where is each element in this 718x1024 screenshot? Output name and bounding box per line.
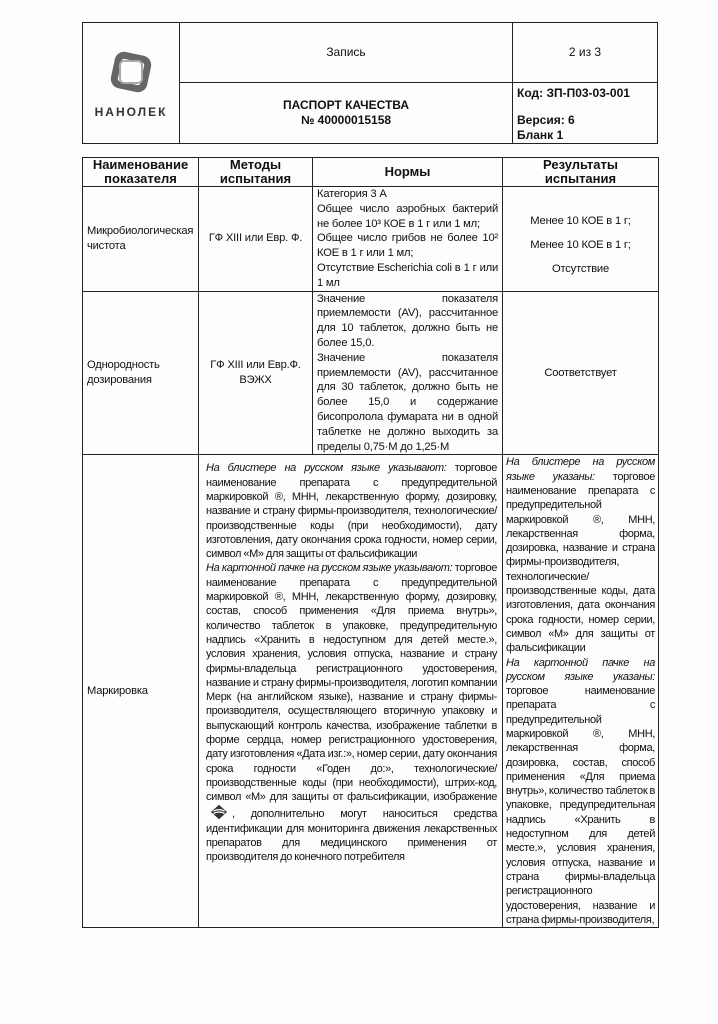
document-code: Код: ЗП-П03-03-001 [517,86,630,100]
box-norm-text: торговое наименование препарата с предупредительной маркировкой ®, МНН, лекарственную форму, дозировку, состав, способ применения «Для приема внутрь», количество таблеток в упаковке, предупредительную надпись «Хранить в недоступном для детей месте.», условия хранения, условия отпуска, название и страну фирмы-владельца регистрационного удостоверения, название и страну фирмы-производителя, логотип компании Мерк (на английском языке), название и страну фирмы-производителя, осуществляющего вторичную упаковку и выпускающий контроль качества, изображение таблетки в форме сердца, номер регистрационного удостоверения, дату изготовления «Дата изг.:», номер серии, дату окончания срока годности «Годен до:», технологические/производственные коды (при необходимости), штрих-код, символ «М» для защиты от фальсификации, изображение [206,562,497,804]
blister-result [506,455,655,655]
box-norm-tail: , дополнительно могут наноситься средства идентификации для мониторинга движения лекарственных препаратов для медицинского применения от производителя до конечного потребителя [206,808,497,864]
column-header: Наименование показателя [83,158,199,187]
indicator-name: Однородность дозирования [83,291,199,455]
norm-line: Отсутствие Escherichia coli в 1 г или 1 мл [317,261,498,289]
table-row [83,455,659,928]
norm-line: Общее число аэробных бактерий не более 10³ КОЕ в 1 г или 1 мл; [317,202,498,230]
blister-norm-lead: На блистере на русском языке указывают: [206,462,447,475]
column-header: Результаты испытания [503,158,659,187]
record-label: Запись [180,23,513,83]
norms-cell [313,291,503,455]
passport-number: № 40000015158 [300,113,392,127]
box-result [506,656,655,928]
quality-table [82,157,659,928]
box-result-lead: На картонной пачке на русском языке указаны: [506,656,655,683]
document-form: Бланк 1 [517,128,564,142]
box-norm-lead: На картонной пачке на русском языке указывают: [206,562,453,575]
indicator-name: Микробиологическая чистота [83,187,199,292]
blister-norm-text: торговое наименование препарата с предупредительной маркировкой ®, МНН, лекарственную форму, дозировку, название и страну фирмы-производителя, технологические/производственные коды (при необходимости), дату изготовления, дату окончания срока годности, номер серии, символ «М» для защиты от фальсификации [206,462,497,561]
document-title [180,83,513,144]
table-header-row [83,158,659,187]
company-logo-icon [106,47,156,101]
norms-cell [313,187,503,292]
indicator-name: Маркировка [83,455,199,928]
document-header [82,22,658,144]
blister-result-lead: На блистере на русском языке указаны: [506,456,655,483]
title-text: ПАСПОРТ КАЧЕСТВА [282,98,410,112]
table-row [83,187,659,292]
column-header: Нормы [313,158,503,187]
box-norm [206,561,497,864]
result-line: Отсутствие [551,263,610,276]
pharmacy-symbol-icon [209,804,229,820]
test-method: ГФ XIII или Евр. Ф. [199,187,313,292]
blister-result-text: торговое наименование препарата с предупредительной маркировкой ®, МНН, лекарственная форма, дозировка, название и страна фирмы-производителя, технологические/производственные коды, дата изготовления, дата окончания срока годности, номер серии, символ «М» для защиты от фальсификации [506,470,655,655]
results-cell [503,455,659,928]
document-meta [513,83,658,144]
column-header: Методы испытания [199,158,313,187]
norms-cell [199,455,503,928]
logo-cell [83,23,180,144]
box-result-text: торговое наименование препарата с предупредительной маркировкой ®, МНН, лекарственная форма, дозировка, состав, способ применения «Для приема внутрь», количество таблеток в упаковке, предупредительная надпись «Хранить в недоступном для детей месте.», условия хранения, условия отпуска, название и страна фирмы-владельца регистрационного удостоверения, название и страна фирмы-производителя, [506,685,655,926]
result-line: Менее 10 КОЕ в 1 г; [530,215,631,228]
norm-line: Значение показателя приемлемости (AV), рассчитанное для 10 таблеток, должно быть не более 15,0. [317,292,498,349]
blister-norm [206,461,497,561]
norm-line: Значение показателя приемлемости (AV), рассчитанное для 30 таблеток, должно быть не более 15,0 и содержание бисопролола фумарата ни в одной таблетке не должно выходить за пределы 0,75·M до 1,25·M [317,351,498,453]
result-line: Менее 10 КОЕ в 1 г; [530,239,631,252]
results-cell [503,187,659,292]
norm-line: Категория 3 А [317,188,387,200]
page-counter: 2 из 3 [513,23,658,83]
norm-line: Общее число грибов не более 10² КОЕ в 1 г или 1 мл; [317,232,498,260]
company-name: НАНОЛЕК [94,104,168,119]
document-version: Версия: 6 [517,113,575,127]
result-line: Соответствует [503,291,659,455]
table-row [83,291,659,455]
test-method: ГФ XIII или Евр.Ф. ВЭЖХ [199,291,313,455]
